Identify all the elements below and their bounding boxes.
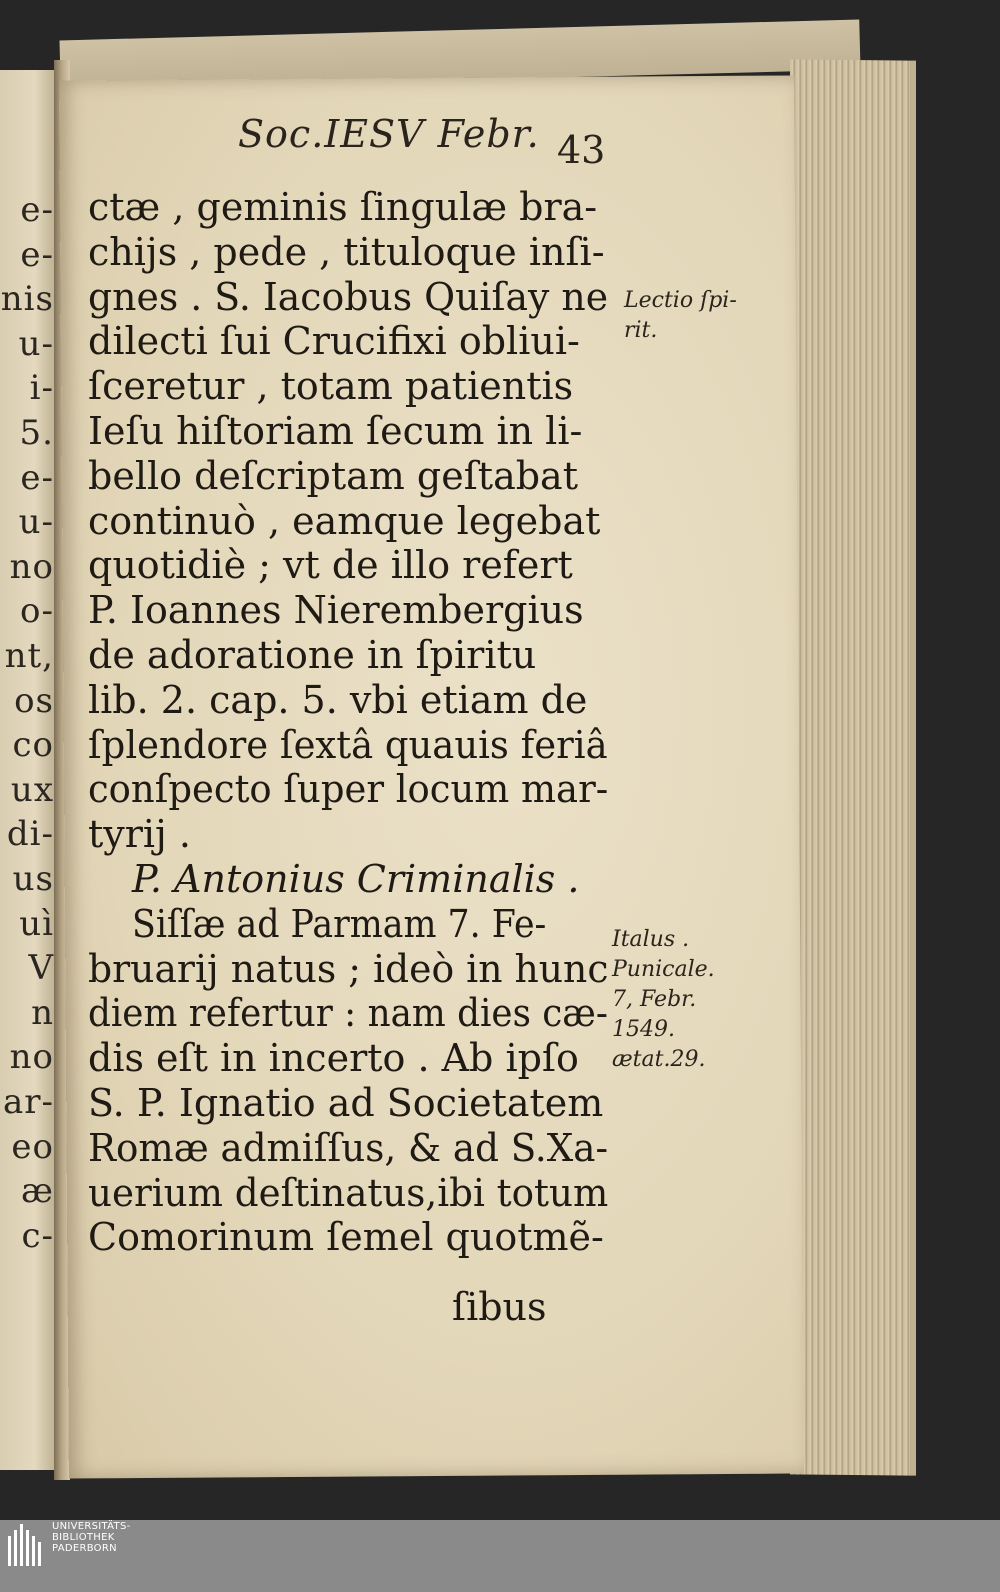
text-line: tyrij . [88, 812, 191, 857]
text-line: continuò , eamque legebat [88, 498, 601, 543]
text-line: P. Ioannes Nierembergius [88, 588, 584, 633]
left-page-fragment: no [9, 1037, 54, 1078]
institution-name [52, 1521, 131, 1554]
text-line: diem refertur : nam dies cæ- [88, 991, 608, 1036]
margin-note [612, 925, 715, 1075]
left-facing-page [0, 70, 58, 1470]
left-page-fragment: u- [18, 323, 54, 364]
text-line: Romæ admiſſus, & ad S.Xa- [88, 1125, 609, 1170]
running-header: Soc.IESV Febr. [238, 112, 540, 156]
left-page-fragment: i- [29, 368, 54, 409]
margin-note-line: Punicale. [612, 957, 715, 982]
left-page-fragment: os [14, 680, 54, 721]
left-page-fragment: n [31, 992, 54, 1033]
left-page-fragment: uì [19, 903, 54, 944]
text-line: conſpecto ſuper locum mar- [88, 767, 609, 812]
left-page-fragment: e- [20, 234, 54, 275]
text-line: ſceretur , totam patientis [88, 364, 574, 409]
left-page-fragment: c- [21, 1215, 54, 1256]
library-logo-icon [8, 1522, 48, 1566]
margin-note-line: 7, Febr. [612, 987, 697, 1012]
institution-line: BIBLIOTHEK [52, 1532, 115, 1543]
margin-note-line: 1549. [612, 1017, 675, 1042]
text-line: Siſſæ ad Parmam 7. Fe- [132, 901, 547, 946]
library-footer-bar [0, 1520, 1000, 1592]
left-page-fragment: nis [0, 279, 54, 320]
left-page-fragment: ar- [2, 1082, 54, 1122]
text-line: dis eſt in incerto . Ab ipſo [88, 1036, 579, 1081]
institution-line: UNIVERSITÄTS- [52, 1521, 131, 1532]
left-page-fragment: di- [6, 814, 54, 855]
left-page-fragment: 5. [19, 413, 54, 453]
left-page-fragment: no [9, 546, 54, 587]
left-page-fragment: eo [11, 1126, 54, 1167]
text-line: ſplendore ſextâ quauis feriâ [88, 722, 608, 767]
left-page-fragment: us [12, 859, 54, 899]
left-page-fragment: V [28, 948, 54, 989]
text-line: ctæ , geminis ſingulæ bra- [88, 185, 598, 229]
text-line: de adoratione in ſpiritu [88, 632, 537, 677]
left-page-fragment: ux [10, 769, 54, 810]
page-number: 43 [557, 128, 606, 172]
margin-note-line: Italus . [612, 927, 690, 952]
left-page-fragment: u- [18, 502, 54, 543]
text-line: bello deſcriptam geſtabat [88, 453, 578, 498]
institution-line: PADERBORN [52, 1543, 117, 1554]
text-line: bruarij natus ; ideò in hunc [88, 946, 609, 991]
section-heading: P. Antonius Criminalis . [132, 856, 580, 901]
text-line: Ieſu hiſtoriam ſecum in li- [88, 408, 583, 453]
page-edges [790, 59, 916, 1475]
margin-note-line: ætat.29. [612, 1047, 706, 1072]
left-page-fragment: e- [20, 190, 54, 230]
margin-note-line: rit. [624, 318, 658, 343]
margin-note [624, 286, 737, 346]
left-page-fragment: nt, [4, 636, 54, 676]
text-line: quotidiè ; vt de illo refert [88, 543, 573, 588]
catchword: ſibus [452, 1285, 547, 1329]
text-line: dilecti ſui Crucifixi obliui- [88, 319, 580, 364]
left-page-fragment: æ [21, 1171, 54, 1212]
text-line: Comorinum ſemel quotmẽ- [88, 1215, 604, 1260]
left-page-fragment: o- [20, 591, 54, 632]
text-line: uerium deſtinatus,ibi totum [88, 1170, 609, 1215]
margin-note-line: Lectio ſpi- [624, 288, 737, 313]
body-text [88, 185, 608, 1260]
text-line: lib. 2. cap. 5. vbi etiam de [88, 677, 588, 722]
text-line: S. P. Ignatio ad Societatem [88, 1080, 604, 1125]
text-line: gnes . S. Iacobus Quiſay ne [88, 274, 609, 319]
left-page-fragment: e- [20, 457, 54, 498]
left-page-fragment: co [12, 725, 54, 766]
text-line: chijs , pede , tituloque inſi- [88, 229, 605, 274]
